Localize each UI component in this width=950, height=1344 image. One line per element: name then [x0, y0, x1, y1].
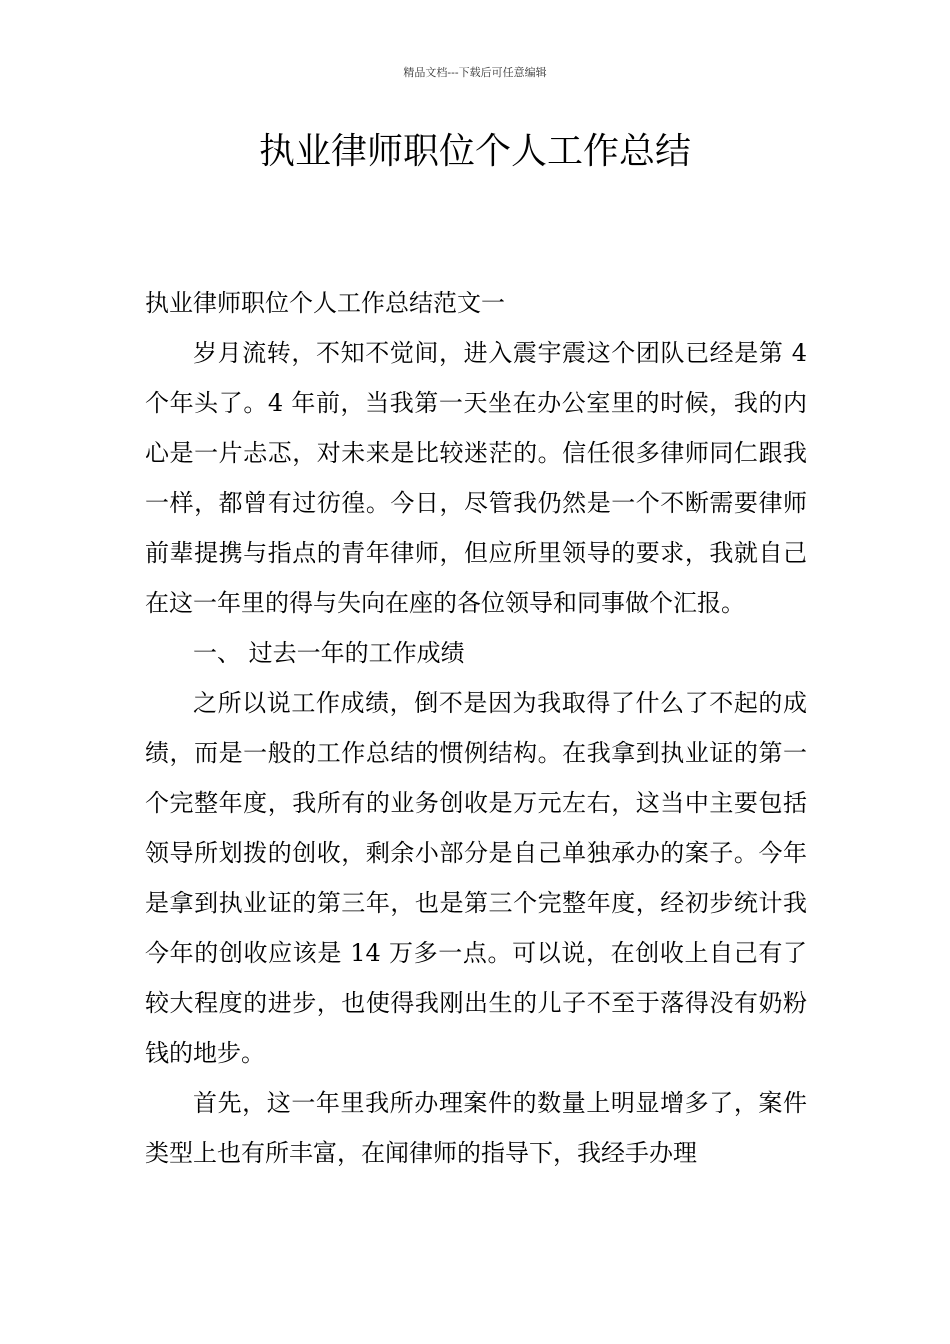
section-heading: 一、 过去一年的工作成绩: [193, 639, 465, 667]
header-note: 精品文档---下载后可任意编辑: [403, 66, 547, 79]
document-body: [145, 278, 807, 1178]
paragraph-intro: 岁月流转，不知不觉间，进入震宇震这个团队已经是第 4 个年头了。4 年前，当我第一天坐在办公室里的时候，我的内心是一片忐忑，对未来是比较迷茫的。信任很多律师同仁跟我一样，都曾有过彷徨。今日，尽管我仍然是一个不断需要律师前辈提携与指点的青年律师，但应所里领导的要求，我就自己在这一年里的得与失向在座的各位领导和同事做个汇报。: [145, 339, 807, 617]
paragraph-achievements: 之所以说工作成绩，倒不是因为我取得了什么了不起的成绩，而是一般的工作总结的惯例结构。在我拿到执业证的第一个完整年度，我所有的业务创收是万元左右，这当中主要包括领导所划拨的创收，剩余小部分是自己单独承办的案子。今年是拿到执业证的第三年，也是第三个完整年度，经初步统计我今年的创收应该是 14 万多一点。可以说，在创收上自己有了较大程度的进步，也使得我刚出生的儿子不至于落得没有奶粉钱的地步。: [145, 689, 807, 1067]
paragraph-first-point: 首先，这一年里我所办理案件的数量上明显增多了，案件类型上也有所丰富，在闻律师的指导下，我经手办理: [145, 1089, 807, 1167]
document-title: 执业律师职位个人工作总结: [258, 131, 691, 172]
document-subtitle: 执业律师职位个人工作总结范文一: [145, 289, 505, 317]
